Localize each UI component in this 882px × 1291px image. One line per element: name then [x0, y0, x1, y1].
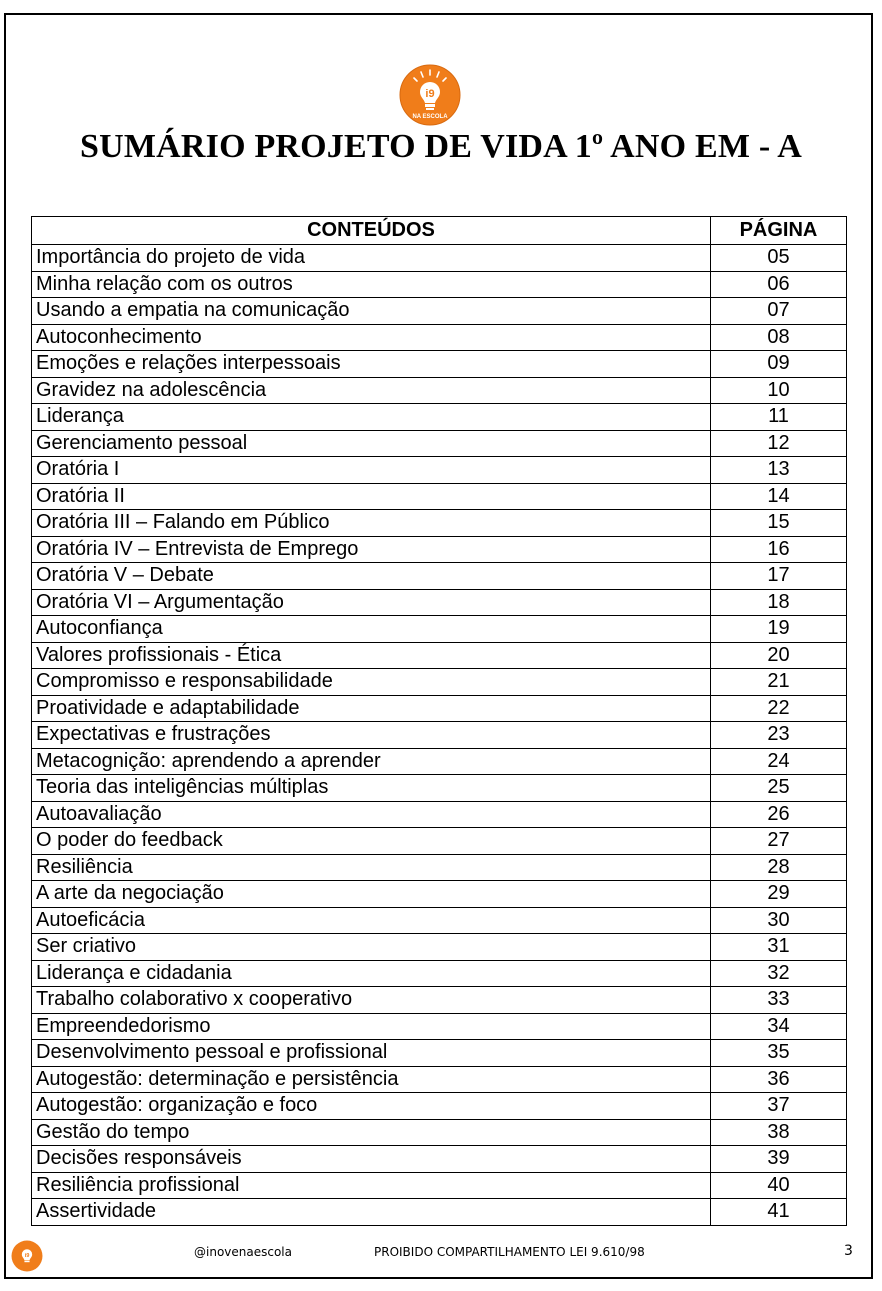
- topic-cell: Autogestão: determinação e persistência: [32, 1066, 711, 1093]
- topic-cell: Teoria das inteligências múltiplas: [32, 775, 711, 802]
- table-row: [32, 881, 847, 908]
- table-row: [32, 404, 847, 431]
- table-row: [32, 1119, 847, 1146]
- topic-cell: Oratória IV – Entrevista de Emprego: [32, 536, 711, 563]
- topic-cell: Expectativas e frustrações: [32, 722, 711, 749]
- footer-handle: @inovenaescola: [194, 1245, 292, 1259]
- page-cell: 14: [711, 483, 847, 510]
- topic-cell: Minha relação com os outros: [32, 271, 711, 298]
- table-row: [32, 271, 847, 298]
- topic-cell: O poder do feedback: [32, 828, 711, 855]
- table-row: [32, 324, 847, 351]
- topic-cell: Oratória II: [32, 483, 711, 510]
- topic-cell: Oratória III – Falando em Público: [32, 510, 711, 537]
- page-cell: 22: [711, 695, 847, 722]
- page-cell: 19: [711, 616, 847, 643]
- page-cell: 05: [711, 245, 847, 272]
- topic-cell: Importância do projeto de vida: [32, 245, 711, 272]
- topic-cell: Autogestão: organização e foco: [32, 1093, 711, 1120]
- topic-cell: Gestão do tempo: [32, 1119, 711, 1146]
- page-cell: 27: [711, 828, 847, 855]
- page-cell: 18: [711, 589, 847, 616]
- table-row: [32, 960, 847, 987]
- page-cell: 08: [711, 324, 847, 351]
- svg-text:NA ESCOLA: NA ESCOLA: [412, 114, 448, 120]
- topic-cell: Autoeficácia: [32, 907, 711, 934]
- page-cell: 06: [711, 271, 847, 298]
- table-row: [32, 1066, 847, 1093]
- page-cell: 29: [711, 881, 847, 908]
- table-row: [32, 722, 847, 749]
- table-row: [32, 695, 847, 722]
- table-row: [32, 1040, 847, 1067]
- topic-cell: Autoconfiança: [32, 616, 711, 643]
- topic-cell: Oratória I: [32, 457, 711, 484]
- table-row: [32, 987, 847, 1014]
- table-row: [32, 907, 847, 934]
- topic-cell: Desenvolvimento pessoal e profissional: [32, 1040, 711, 1067]
- page-cell: 10: [711, 377, 847, 404]
- page-cell: 13: [711, 457, 847, 484]
- table-row: [32, 801, 847, 828]
- contents-table: [31, 216, 847, 1226]
- table-row: [32, 1093, 847, 1120]
- topic-cell: Liderança e cidadania: [32, 960, 711, 987]
- svg-text:i9: i9: [425, 88, 435, 100]
- page-cell: 17: [711, 563, 847, 590]
- lightbulb-logo-icon: [399, 64, 461, 126]
- header-contents: CONTEÚDOS: [32, 217, 711, 245]
- table-row: [32, 377, 847, 404]
- page-cell: 12: [711, 430, 847, 457]
- table-row: [32, 298, 847, 325]
- page-cell: 20: [711, 642, 847, 669]
- topic-cell: Gravidez na adolescência: [32, 377, 711, 404]
- page-cell: 24: [711, 748, 847, 775]
- page-cell: 15: [711, 510, 847, 537]
- page-cell: 36: [711, 1066, 847, 1093]
- topic-cell: Oratória VI – Argumentação: [32, 589, 711, 616]
- table-row: [32, 483, 847, 510]
- topic-cell: Autoavaliação: [32, 801, 711, 828]
- topic-cell: Resiliência: [32, 854, 711, 881]
- page-cell: 21: [711, 669, 847, 696]
- topic-cell: Decisões responsáveis: [32, 1146, 711, 1173]
- page-cell: 33: [711, 987, 847, 1014]
- topic-cell: Emoções e relações interpessoais: [32, 351, 711, 378]
- topic-cell: A arte da negociação: [32, 881, 711, 908]
- page-number: 3: [844, 1243, 853, 1259]
- topic-cell: Valores profissionais - Ética: [32, 642, 711, 669]
- table-row: [32, 563, 847, 590]
- table-row: [32, 589, 847, 616]
- topic-cell: Autoconhecimento: [32, 324, 711, 351]
- page-cell: 16: [711, 536, 847, 563]
- topic-cell: Liderança: [32, 404, 711, 431]
- topic-cell: Assertividade: [32, 1199, 711, 1226]
- page-title: SUMÁRIO PROJETO DE VIDA 1º ANO EM - A: [80, 128, 802, 165]
- page-cell: 11: [711, 404, 847, 431]
- table-row: [32, 1013, 847, 1040]
- table-row: [32, 430, 847, 457]
- topic-cell: Gerenciamento pessoal: [32, 430, 711, 457]
- svg-text:i9: i9: [24, 1253, 30, 1260]
- topic-cell: Proatividade e adaptabilidade: [32, 695, 711, 722]
- table-row: [32, 828, 847, 855]
- table-row: [32, 775, 847, 802]
- table-row: [32, 748, 847, 775]
- page-cell: 28: [711, 854, 847, 881]
- footer-copyright-notice: PROIBIDO COMPARTILHAMENTO LEI 9.610/98: [374, 1245, 645, 1259]
- table-header-row: [32, 217, 847, 245]
- topic-cell: Usando a empatia na comunicação: [32, 298, 711, 325]
- page-cell: 40: [711, 1172, 847, 1199]
- page-cell: 41: [711, 1199, 847, 1226]
- page-cell: 35: [711, 1040, 847, 1067]
- topic-cell: Empreendedorismo: [32, 1013, 711, 1040]
- table-row: [32, 510, 847, 537]
- page-cell: 38: [711, 1119, 847, 1146]
- topic-cell: Resiliência profissional: [32, 1172, 711, 1199]
- page-cell: 26: [711, 801, 847, 828]
- topic-cell: Ser criativo: [32, 934, 711, 961]
- footer-logo-icon: [11, 1240, 43, 1272]
- page-cell: 09: [711, 351, 847, 378]
- table-row: [32, 536, 847, 563]
- topic-cell: Metacognição: aprendendo a aprender: [32, 748, 711, 775]
- page-cell: 34: [711, 1013, 847, 1040]
- header-page: PÁGINA: [711, 217, 847, 245]
- table-row: [32, 669, 847, 696]
- table-row: [32, 351, 847, 378]
- table-row: [32, 245, 847, 272]
- topic-cell: Compromisso e responsabilidade: [32, 669, 711, 696]
- table-row: [32, 934, 847, 961]
- page-cell: 25: [711, 775, 847, 802]
- table-row: [32, 616, 847, 643]
- topic-cell: Trabalho colaborativo x cooperativo: [32, 987, 711, 1014]
- table-row: [32, 1146, 847, 1173]
- table-row: [32, 642, 847, 669]
- table-row: [32, 854, 847, 881]
- table-row: [32, 457, 847, 484]
- page-cell: 39: [711, 1146, 847, 1173]
- table-row: [32, 1199, 847, 1226]
- table-row: [32, 1172, 847, 1199]
- page-cell: 07: [711, 298, 847, 325]
- page-cell: 31: [711, 934, 847, 961]
- topic-cell: Oratória V – Debate: [32, 563, 711, 590]
- page-cell: 30: [711, 907, 847, 934]
- page-cell: 23: [711, 722, 847, 749]
- page-cell: 32: [711, 960, 847, 987]
- page-cell: 37: [711, 1093, 847, 1120]
